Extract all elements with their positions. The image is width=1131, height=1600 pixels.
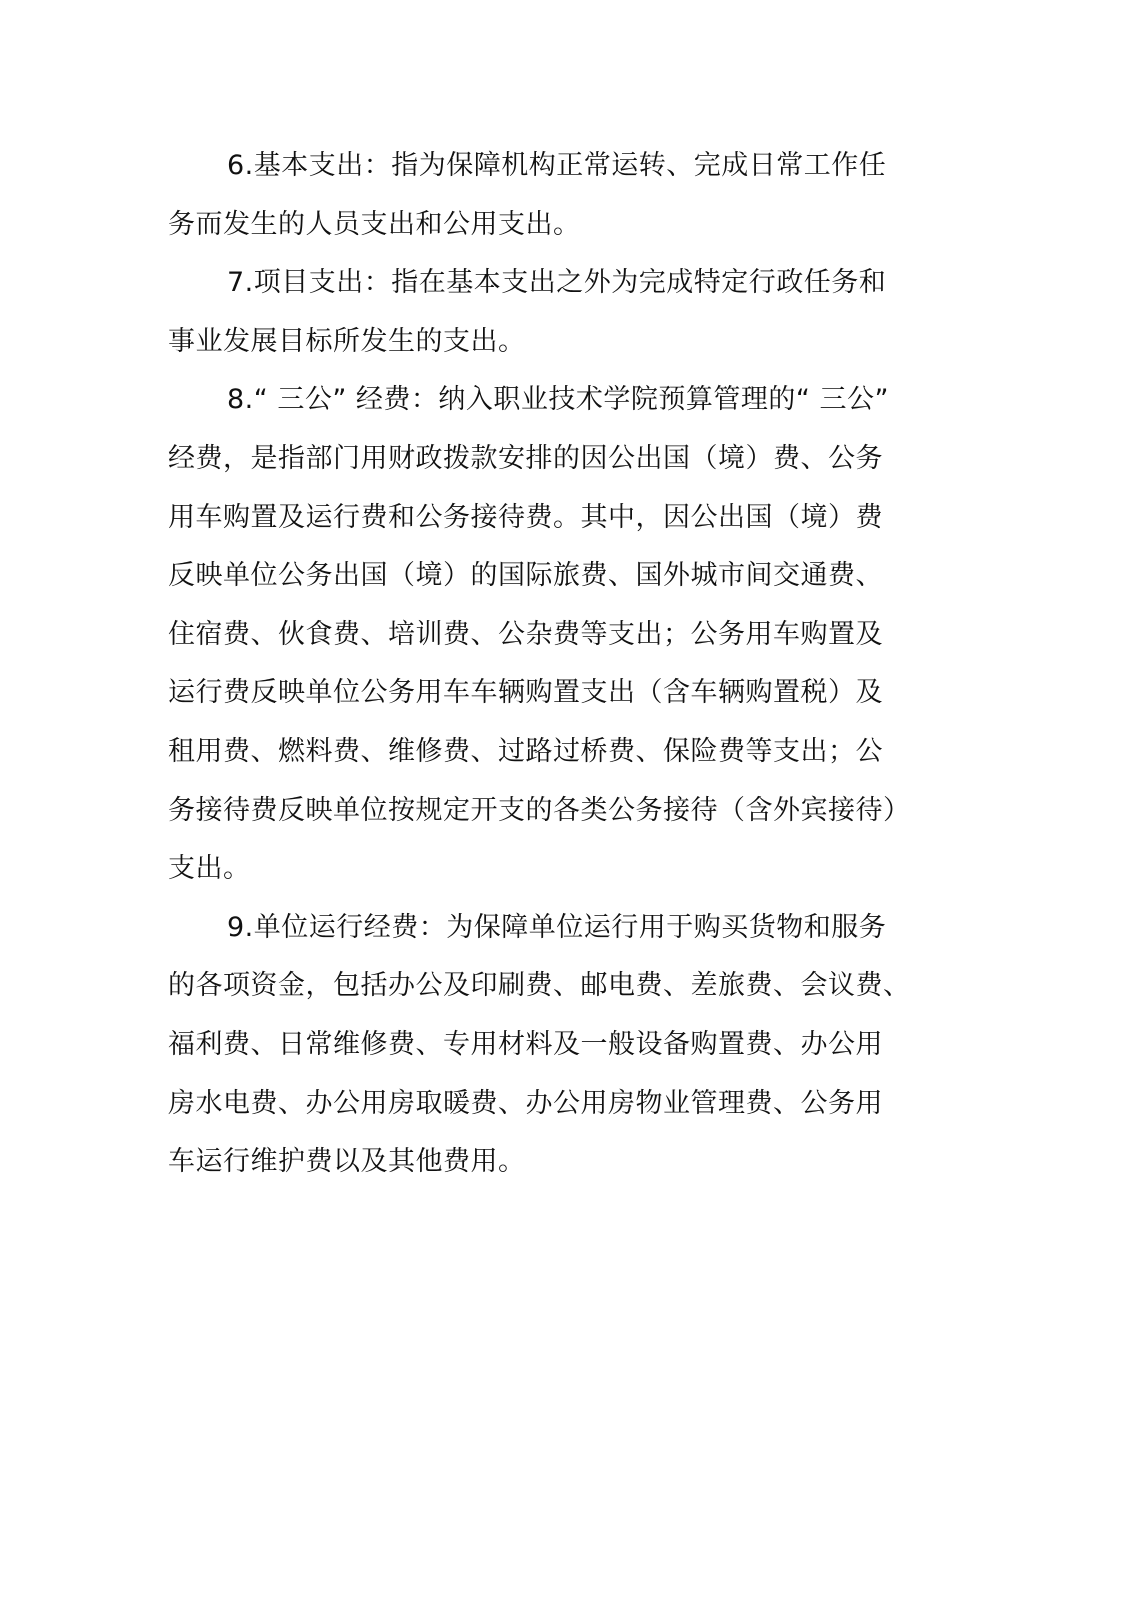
- text-line: 支出。: [168, 853, 251, 885]
- document-body: [168, 137, 968, 1192]
- text-line: 8.“ 三公” 经费：纳入职业技术学院预算管理的“ 三公”: [227, 384, 889, 416]
- paragraph-basic-expenditure: [168, 137, 968, 254]
- text-line: 用车购置及运行费和公务接待费。其中，因公出国（境）费: [168, 501, 883, 533]
- text-line: 租用费、燃料费、维修费、过路过桥费、保险费等支出；公: [168, 735, 883, 767]
- paragraph-project-expenditure: [168, 254, 968, 371]
- text-line: 运行费反映单位公务用车车辆购置支出（含车辆购置税）及: [168, 677, 883, 709]
- text-line: 房水电费、办公用房取暖费、办公用房物业管理费、公务用: [168, 1087, 883, 1119]
- paragraph-three-public-expenses: [168, 371, 968, 898]
- text-line: 经费，是指部门用财政拨款安排的因公出国（境）费、公务: [168, 442, 883, 474]
- text-line: 车运行维护费以及其他费用。: [168, 1146, 526, 1178]
- text-line: 住宿费、伙食费、培训费、公杂费等支出；公务用车购置及: [168, 618, 883, 650]
- text-line: 务接待费反映单位按规定开支的各类公务接待（含外宾接待）: [168, 794, 911, 826]
- text-line: 9.单位运行经费：为保障单位运行用于购买货物和服务: [227, 911, 887, 943]
- text-line: 6.基本支出：指为保障机构正常运转、完成日常工作任: [227, 150, 887, 181]
- text-line: 福利费、日常维修费、专用材料及一般设备购置费、办公用: [168, 1028, 883, 1060]
- text-line: 务而发生的人员支出和公用支出。: [168, 208, 581, 240]
- text-line: 反映单位公务出国（境）的国际旅费、国外城市间交通费、: [168, 560, 883, 592]
- text-line: 事业发展目标所发生的支出。: [168, 325, 526, 357]
- text-line: 的各项资金，包括办公及印刷费、邮电费、差旅费、会议费、: [168, 970, 911, 1002]
- paragraph-unit-operating-expenses: [168, 899, 968, 1192]
- text-line: 7.项目支出：指在基本支出之外为完成特定行政任务和: [227, 267, 887, 299]
